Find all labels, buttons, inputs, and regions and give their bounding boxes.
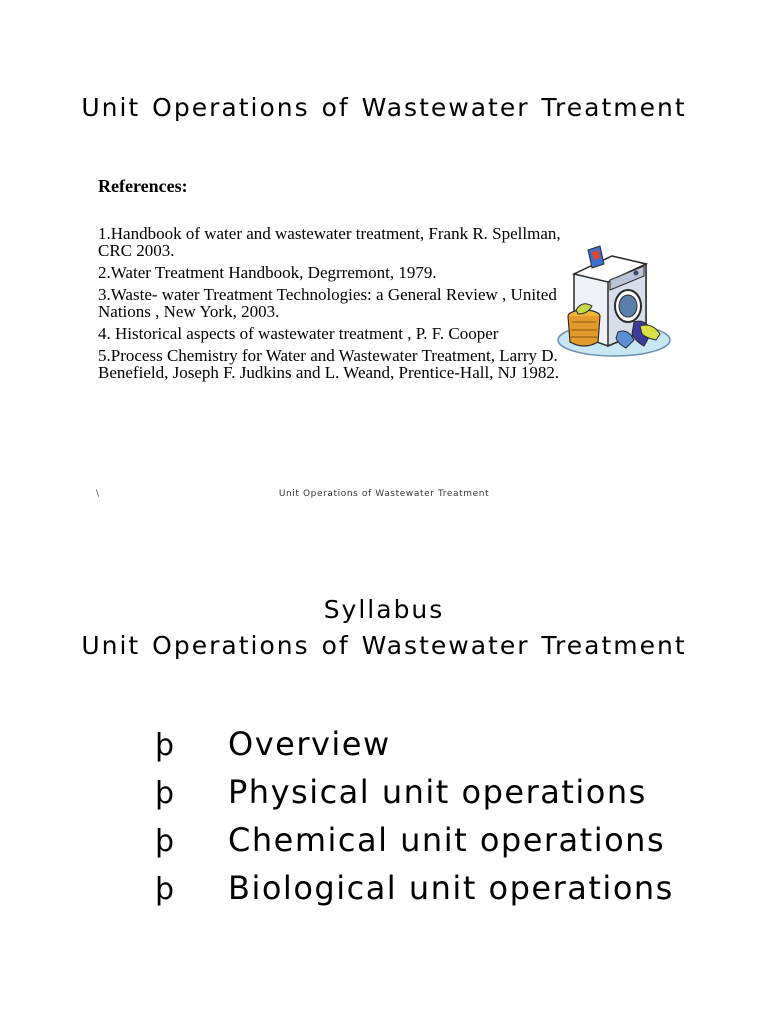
bullet-icon: þ bbox=[155, 776, 175, 811]
list-item bbox=[155, 818, 674, 866]
list-item bbox=[155, 866, 674, 914]
reference-item: 2.Water Treatment Handbook, Degrremont, 1979. bbox=[98, 263, 437, 282]
reference-item: 5.Process Chemistry for Water and Wastewater Treatment, Larry D. Benefield, Joseph F. Judkins and L. Weand, Prentice-Hall, NJ 1982. bbox=[98, 346, 560, 382]
list-item-label: Overview bbox=[228, 725, 391, 763]
list-item-label: Chemical unit operations bbox=[228, 821, 666, 859]
syllabus-heading: Syllabus bbox=[323, 595, 445, 624]
slide-title: Unit Operations of Wastewater Treatment bbox=[81, 93, 687, 122]
list-item-label: Biological unit operations bbox=[228, 869, 674, 907]
syllabus-list bbox=[155, 722, 674, 914]
slide-title: Unit Operations of Wastewater Treatment bbox=[81, 631, 687, 660]
references-heading: References: bbox=[98, 176, 188, 196]
bullet-icon: þ bbox=[155, 728, 175, 763]
slide-marker: \ bbox=[96, 489, 100, 499]
slide-footer: Unit Operations of Wastewater Treatment bbox=[278, 489, 490, 499]
reference-list bbox=[98, 225, 568, 386]
reference-item: 3.Waste- water Treatment Technologies: a General Review , United Nations , New York, 2003. bbox=[98, 285, 557, 321]
list-item-label: Physical unit operations bbox=[228, 773, 647, 811]
bullet-icon: þ bbox=[155, 872, 175, 907]
list-item bbox=[155, 722, 674, 770]
list-item bbox=[155, 770, 674, 818]
reference-item: 1.Handbook of water and wastewater treatment, Frank R. Spellman, CRC 2003. bbox=[98, 224, 561, 260]
reference-item: 4. Historical aspects of wastewater treatment , P. F. Cooper bbox=[98, 324, 499, 343]
washing-machine-clipart-icon bbox=[548, 242, 672, 366]
bullet-icon: þ bbox=[155, 824, 175, 859]
